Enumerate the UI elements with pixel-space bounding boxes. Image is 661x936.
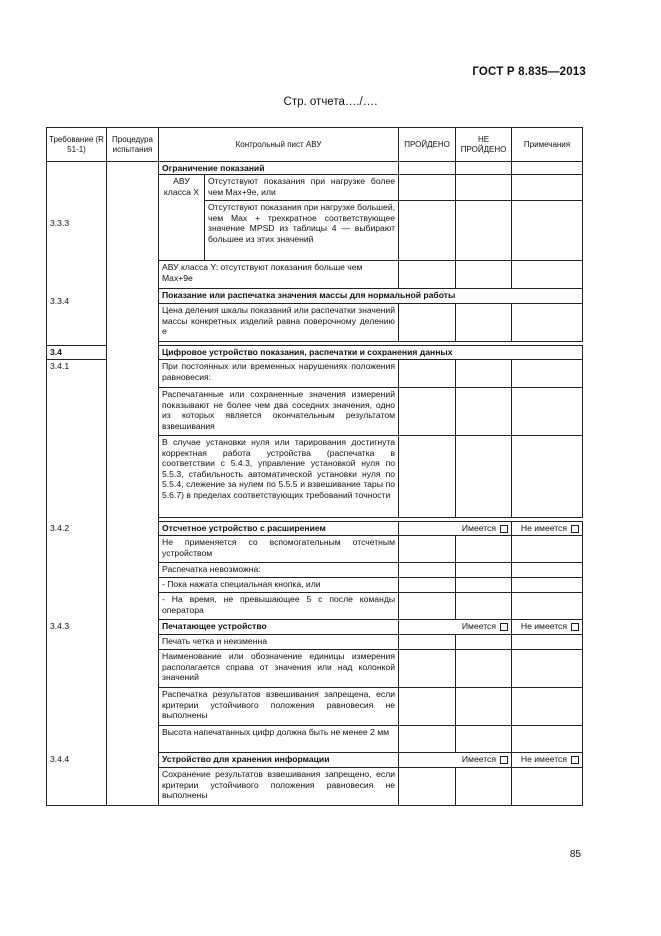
not-passed-cell[interactable] [456, 162, 512, 175]
section-title-3-4: Цифровое устройство показания, распечатки и сохранения данных [159, 346, 583, 360]
present-label: Имеется [461, 754, 497, 765]
table-row [47, 162, 583, 175]
table-row [47, 522, 583, 536]
table-row [47, 753, 583, 768]
procedure-cell [107, 360, 159, 522]
passed-cell[interactable] [399, 388, 456, 436]
section-title-3-3-4: Показание или распечатка значения массы для нормальной работы [159, 289, 583, 304]
header-notes: Примечания [512, 128, 583, 162]
passed-cell[interactable] [399, 726, 456, 753]
procedure-cell [107, 753, 159, 806]
class-x-label: АВУ класса Х [159, 175, 205, 261]
passed-cell[interactable] [399, 201, 456, 261]
req-num-3-3-3: 3.3.3 [50, 218, 70, 229]
header-passed: ПРОЙДЕНО [399, 128, 456, 162]
checklist-item: В случае установки нуля или тарирования достигнута корректная работа устройства (распечатка в соответствии с 5.4.3, управление установкой нуля по 5.5.3, стабильность автоматической установки нуля по 5.5.4, слежение за нулем по 5.5.5 и взвешивание тары по 5.6.7) в пределах соответствующих требований точности [159, 436, 399, 518]
checklist-item: Отсутствуют показания при нагрузке более чем Max+9e, или [205, 175, 399, 201]
req-num-3-4-3: 3.4.3 [47, 620, 107, 753]
report-page-label: Стр. отчета…./…. [283, 96, 378, 108]
present-option[interactable] [399, 522, 512, 536]
not-passed-cell[interactable] [456, 360, 512, 388]
not-passed-cell[interactable] [456, 304, 512, 342]
checklist-item: Высота напечатанных цифр должна быть не менее 2 мм [159, 726, 399, 753]
notes-cell[interactable] [512, 360, 583, 388]
notes-cell[interactable] [512, 388, 583, 436]
procedure-cell [107, 162, 159, 346]
checkbox-icon[interactable] [571, 623, 579, 631]
notes-cell[interactable] [512, 768, 583, 806]
checklist-item: АВУ класса Y: отсутствуют показания больше чем Max+9e [159, 261, 399, 289]
checklist-item: Распечатанные или сохраненные значения измерений показывают не более чем два соседних значения, одно из которых является окончательным результатом взвешивания [159, 388, 399, 436]
header-not-passed: НЕ ПРОЙДЕНО [456, 128, 512, 162]
absent-label: Не имеется [520, 523, 568, 534]
not-passed-cell[interactable] [456, 388, 512, 436]
not-passed-cell[interactable] [456, 536, 512, 563]
req-num-3-3-4: 3.3.4 [50, 295, 70, 306]
checkbox-icon[interactable] [571, 756, 579, 764]
notes-cell[interactable] [512, 563, 583, 578]
section-title-3-4-2: Отсчетное устройство с расширением [159, 522, 399, 536]
present-option[interactable] [399, 753, 512, 768]
table-row [47, 346, 583, 360]
passed-cell[interactable] [399, 536, 456, 563]
notes-cell[interactable] [512, 436, 583, 518]
passed-cell[interactable] [399, 563, 456, 578]
req-num-3-4-4: 3.4.4 [47, 753, 107, 806]
checkbox-icon[interactable] [500, 525, 508, 533]
notes-cell[interactable] [512, 635, 583, 650]
passed-cell[interactable] [399, 304, 456, 342]
checklist-item: Цена деления шкалы показаний или распечатки значений массы конкретных изделий равна поверочному делению e [159, 304, 399, 342]
notes-cell[interactable] [512, 578, 583, 593]
not-passed-cell[interactable] [456, 175, 512, 201]
req-num-3-4-2: 3.4.2 [47, 522, 107, 620]
notes-cell[interactable] [512, 593, 583, 620]
notes-cell[interactable] [512, 162, 583, 175]
present-label: Имеется [461, 621, 497, 632]
header-requirement: Требование (R 51-1) [47, 128, 107, 162]
not-passed-cell[interactable] [456, 593, 512, 620]
procedure-cell [107, 522, 159, 620]
checklist-item: Распечатка результатов взвешивания запрещена, если критерии устойчивого положения равновесия не выполнены [159, 688, 399, 726]
passed-cell[interactable] [399, 436, 456, 518]
absent-option[interactable] [512, 620, 583, 635]
not-passed-cell[interactable] [456, 726, 512, 753]
table-row [47, 360, 583, 388]
checkbox-icon[interactable] [500, 623, 508, 631]
passed-cell[interactable] [399, 175, 456, 201]
notes-cell[interactable] [512, 536, 583, 563]
checklist-item: - На время, не превышающее 5 с после команды оператора [159, 593, 399, 620]
notes-cell[interactable] [512, 688, 583, 726]
checklist-item: - Пока нажата специальная кнопка, или [159, 578, 399, 593]
notes-cell[interactable] [512, 261, 583, 289]
checklist-table [46, 127, 583, 806]
header-procedure: Процедура испытания [107, 128, 159, 162]
passed-cell[interactable] [399, 162, 456, 175]
not-passed-cell[interactable] [456, 688, 512, 726]
passed-cell[interactable] [399, 578, 456, 593]
not-passed-cell[interactable] [456, 201, 512, 261]
checklist-item: Наименование или обозначение единицы измерения располагается справа от значения или над колонкой значений [159, 650, 399, 688]
notes-cell[interactable] [512, 201, 583, 261]
not-passed-cell[interactable] [456, 261, 512, 289]
table-header-row [47, 128, 583, 162]
present-option[interactable] [399, 620, 512, 635]
req-num-3-4: 3.4 [47, 346, 107, 360]
table-row [47, 620, 583, 635]
passed-cell[interactable] [399, 768, 456, 806]
not-passed-cell[interactable] [456, 563, 512, 578]
checklist-item: Отсутствуют показания при нагрузке большей, чем Max + трехкратное соответствующее значение MPSD из таблицы 4 — выбирают большее из этих значений [205, 201, 399, 261]
not-passed-cell[interactable] [456, 635, 512, 650]
procedure-cell [107, 346, 159, 360]
passed-cell[interactable] [399, 650, 456, 688]
not-passed-cell[interactable] [456, 768, 512, 806]
notes-cell[interactable] [512, 650, 583, 688]
section-title-3-3-3: Ограничение показаний [159, 162, 399, 175]
section-title-3-4-3: Печатающее устройство [159, 620, 399, 635]
passed-cell[interactable] [399, 261, 456, 289]
passed-cell[interactable] [399, 688, 456, 726]
not-passed-cell[interactable] [456, 650, 512, 688]
header-checklist: Контрольный пист АВУ [159, 128, 399, 162]
passed-cell[interactable] [399, 593, 456, 620]
page-number: 85 [569, 849, 581, 860]
req-num-3-4-1: 3.4.1 [47, 360, 107, 522]
checkbox-icon[interactable] [571, 525, 579, 533]
present-label: Имеется [461, 523, 497, 534]
checklist-item: Распечатка невозможна: [159, 563, 399, 578]
checklist-item: Не применяется со вспомогательным отсчетным устройством [159, 536, 399, 563]
absent-option[interactable] [512, 522, 583, 536]
checkbox-icon[interactable] [500, 756, 508, 764]
checklist-item: Печать четка и неизменна [159, 635, 399, 650]
notes-cell[interactable] [512, 304, 583, 342]
absent-option[interactable] [512, 753, 583, 768]
checklist-item: При постоянных или временных нарушениях положения равновесия: [159, 360, 399, 388]
notes-cell[interactable] [512, 175, 583, 201]
document-standard-code: ГОСТ Р 8.835—2013 [472, 66, 586, 78]
checklist-item: Сохранение результатов взвешивания запрещено, если критерии устойчивого положения равновесия не выполнены [159, 768, 399, 806]
absent-label: Не имеется [520, 754, 568, 765]
passed-cell[interactable] [399, 360, 456, 388]
not-passed-cell[interactable] [456, 578, 512, 593]
procedure-cell [107, 620, 159, 753]
passed-cell[interactable] [399, 635, 456, 650]
absent-label: Не имеется [520, 621, 568, 632]
requirement-3-3-x [47, 162, 107, 346]
not-passed-cell[interactable] [456, 436, 512, 518]
section-title-3-4-4: Устройство для хранения информации [159, 753, 399, 768]
notes-cell[interactable] [512, 726, 583, 753]
